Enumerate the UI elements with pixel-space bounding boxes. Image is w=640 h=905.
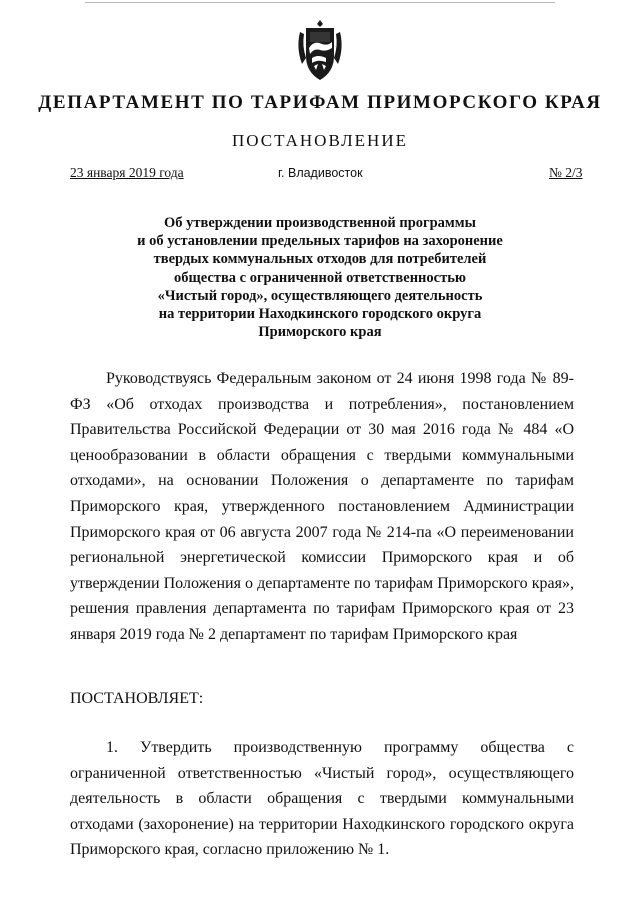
heading-line: Приморского края (258, 324, 382, 341)
resolves-label: ПОСТАНОВЛЯЕТ: (70, 690, 204, 707)
document-city: г. Владивосток (278, 166, 363, 180)
coat-of-arms-icon (292, 18, 348, 82)
preamble-paragraph: Руководствуясь Федеральным законом от 24 июня 1998 года № 89-ФЗ «Об отходах производства и потребления», постановлением Правительства Российской Федерации от 30 мая 2016 года № 484 «О ценообразовании в области обращения с твердыми коммунальными отходами», на основании Положения о департаменте по тарифам Приморского края, утвержденного постановлением Администрации Приморского края от 06 августа 2007 года № 214-па «О переименовании региональной энергетической комиссии Приморского края и об утверждении Положения о департаменте по тарифам Приморского края», решения правления департамента по тарифам Приморского края от 23 января 2019 года № 2 департамент по тарифам Приморского края (70, 370, 574, 643)
heading-line: на территории Находкинского городского округа (158, 306, 482, 323)
scan-edge-line (85, 2, 555, 3)
document-heading (90, 214, 550, 341)
heading-line: и об установлении предельных тарифов на захоронение (137, 233, 503, 250)
document-number: № 2/3 (549, 165, 583, 180)
resolution-item: 1. Утвердить производственную программу общества с ограниченной ответственностью «Чистый город», осуществляющего деятельность в области обращения с твердыми коммунальными отходами (захоронение) на территории Находкинского городского округа Приморского края, согласно приложению № 1. (70, 739, 574, 859)
heading-line: общества с ограниченной ответственностью (174, 269, 466, 286)
document-date: 23 января 2019 года (70, 165, 184, 180)
heading-line: Об утверждении производственной программы (164, 215, 476, 231)
heading-line: твердых коммунальных отходов для потребителей (153, 251, 487, 268)
heading-line: «Чистый город», осуществляющего деятельность (157, 287, 483, 304)
department-title: ДЕПАРТАМЕНТ ПО ТАРИФАМ ПРИМОРСКОГО КРАЯ (38, 92, 602, 113)
document-type: ПОСТАНОВЛЕНИЕ (231, 131, 408, 150)
